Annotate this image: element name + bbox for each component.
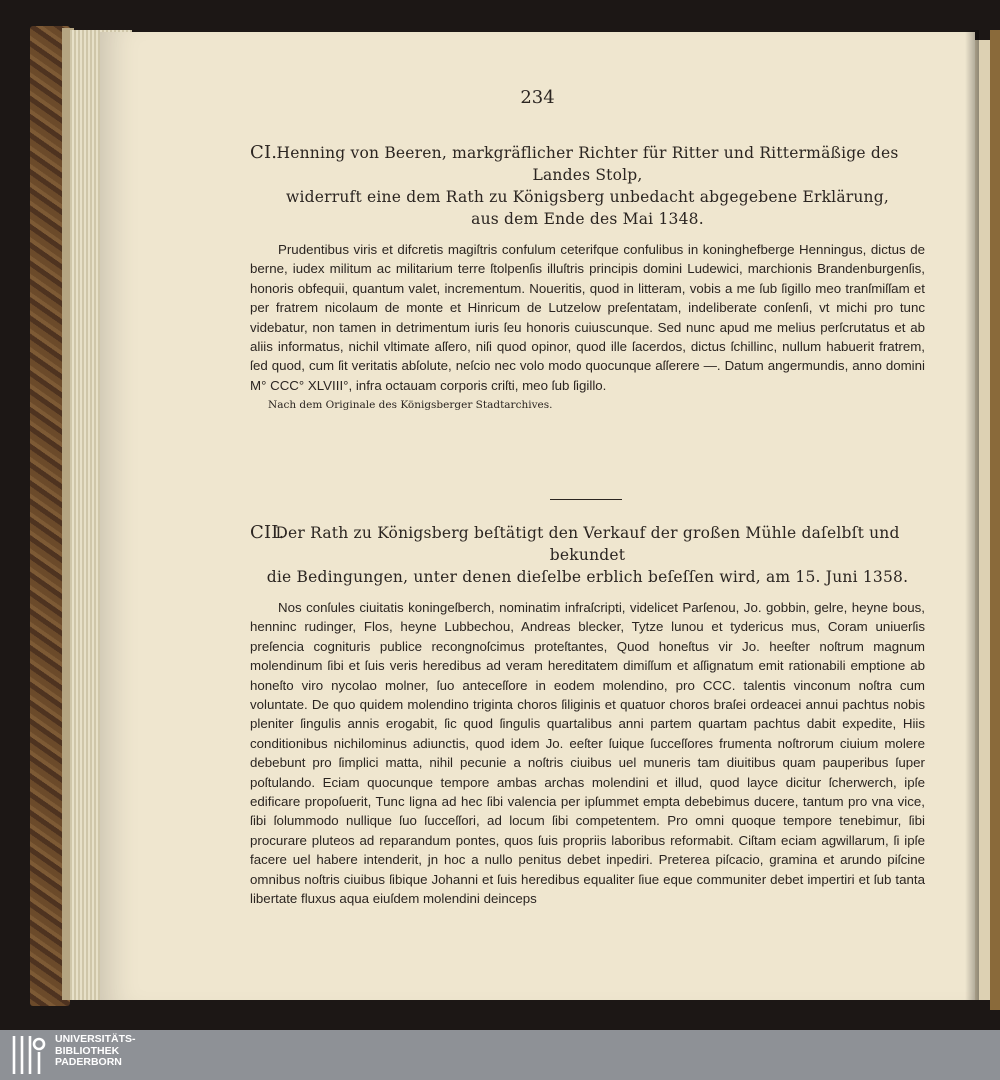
section-divider xyxy=(550,499,622,500)
page-number: 234 xyxy=(520,87,555,108)
doc-cii-body: Nos conſules ciuitatis koningeſberch, nominatim infraſcripti, videlicet Parſenou, Jo. gobbin, gelre, heyne bous, henninc rudinger, Flos, heyne Lubbechou, Andreas blecker, Tytze lunou et tydericus mus, Coram uniuerſis preſencia cognituris publice recongnoſcimus proteſtantes, Quod honeſtus vir Jo. heeſter noſtrum magnum molendinum ſibi et ſuis veris heredibus ad veram hereditatem dimiſſum et aſſignatum emit rationabili emptione ab honeſto viro nycolao molner, ſuo anteceſſore in eodem molendino, pro CCC. talentis vinconum noſtra cum voluntate. De quo quidem molendino triginta choros ſiliginis et quatuor choros braſei ordeacei annui pachtus nobis pleniter ſingulis annis erogabit, ſic quod ſingulis quartalibus anni partem quartam pachtus dabit expedite, Hiis conditionibus nichilominus adiunctis, quod idem Jo. eeſter ſuique ſucceſſores frumenta noſtrorum ciuium molere debebunt pro ſimplici matta, nihil pecunie a noſtris ciuibus uel muneris tam diuitibus quam pauperibus ſuper poſtulando. Eciam quocunque tempore ambas archas molendini et illud, quod layce dicitur ſcherwerch, ipſe edificare propoſuerit, Tunc ligna ad hec ſibi valencia per ipſummet empta debebimus ducere, tantum pro vna vice, ſibi ſolummodo nullique ſuo ſucceſſori, ad locum ſibi competentem. Pro omni quoque tempore tenebimur, ſibi procurare pluteos ad reparandum pontes, quos ſuis propriis laboribus reformabit. Ciſtam eciam agwillarum, ſi ipſe facere uel habere intenderit, jn hoc a nullo penitus debet inpediri. Preterea piſcacio, gramina et arundo piſcine omnibus noſtris ciuibus ſibique Johanni et ſuis heredibus equaliter ſiue eque communiter debet impertiri et ſub tanta libertate fluxus aqua eiuſdem molendini deinceps xyxy=(250,600,925,907)
library-footer-bar xyxy=(0,1030,1000,1080)
logo-line: BIBLIOTHEK xyxy=(55,1044,120,1057)
doc-ci-heading xyxy=(250,142,925,230)
doc-cii-heading xyxy=(250,522,925,588)
doc-ci-source-note: Nach dem Originale des Königsberger Stadtarchives. xyxy=(268,399,553,412)
doc-ci-heading-line: Henning von Beeren, markgräflicher Richter für Ritter und Rittermäßige des Landes Stolp, xyxy=(276,144,899,184)
doc-ci-number: CI. xyxy=(250,142,278,163)
gutter-shadow xyxy=(965,30,979,1000)
doc-cii-number: CII. xyxy=(250,522,285,543)
book-page xyxy=(100,32,975,1000)
doc-ci-heading-line: widerruft eine dem Rath zu Königsberg unbedacht abgegebene Erklärung, xyxy=(285,188,889,206)
logo-line: UNIVERSITÄTS- xyxy=(55,1033,136,1045)
document-cii xyxy=(250,522,925,909)
library-logo-icon xyxy=(8,1032,48,1078)
doc-ci-heading-line: aus dem Ende des Mai 1348. xyxy=(471,210,704,228)
document-ci xyxy=(250,142,925,411)
doc-cii-heading-line: Der Rath zu Königsberg beſtätigt den Verkauf der großen Mühle daſelbſt und bekundet xyxy=(275,524,900,564)
doc-cii-heading-line: die Bedingungen, unter denen dieſelbe erblich beſeſſen wird, am 15. Juni 1358. xyxy=(266,568,909,586)
right-cover-edge xyxy=(990,30,1000,1010)
doc-ci-body: Prudentibus viris et difcretis magiſtris confulum ceterifque confulibus in koninghefberge Henningus, dictus de berne, iudex militum ac militarium terre ſtolpenſis illuſtris principis domini Ludewici, marchionis Brandenburgenſis, honoris obfequii, quantum valet, incrementum. Noueritis, quod in litteram, vobis a me ſub ſigillo meo tranſmiſſam et per fratrem nicolaum de monte et Hinricum de Lutzelow preſentatam, indeliberate conſenſi, vt michi pro tunc videbatur, non tamen in detrimentum iuris ſeu honoris cuiuscunque. Sed nunc apud me melius perſcrutatus et ab aliis informatus, nichil vltimate aſſero, niſi quod opinor, quod ille ſacerdos, dictus ſchillinc, nullum habuerit fratrem, ſed quod, cum ſit veritatis abſolute, neſcio nec volo modo quocunque aſſerere —. Datum angermundis, anno domini M° CCC° XLVIII°, infra octauam corporis criſti, meo ſub ſigillo. xyxy=(250,242,925,393)
logo-line: PADERBORN xyxy=(55,1056,122,1068)
library-logo-text xyxy=(55,1034,136,1069)
